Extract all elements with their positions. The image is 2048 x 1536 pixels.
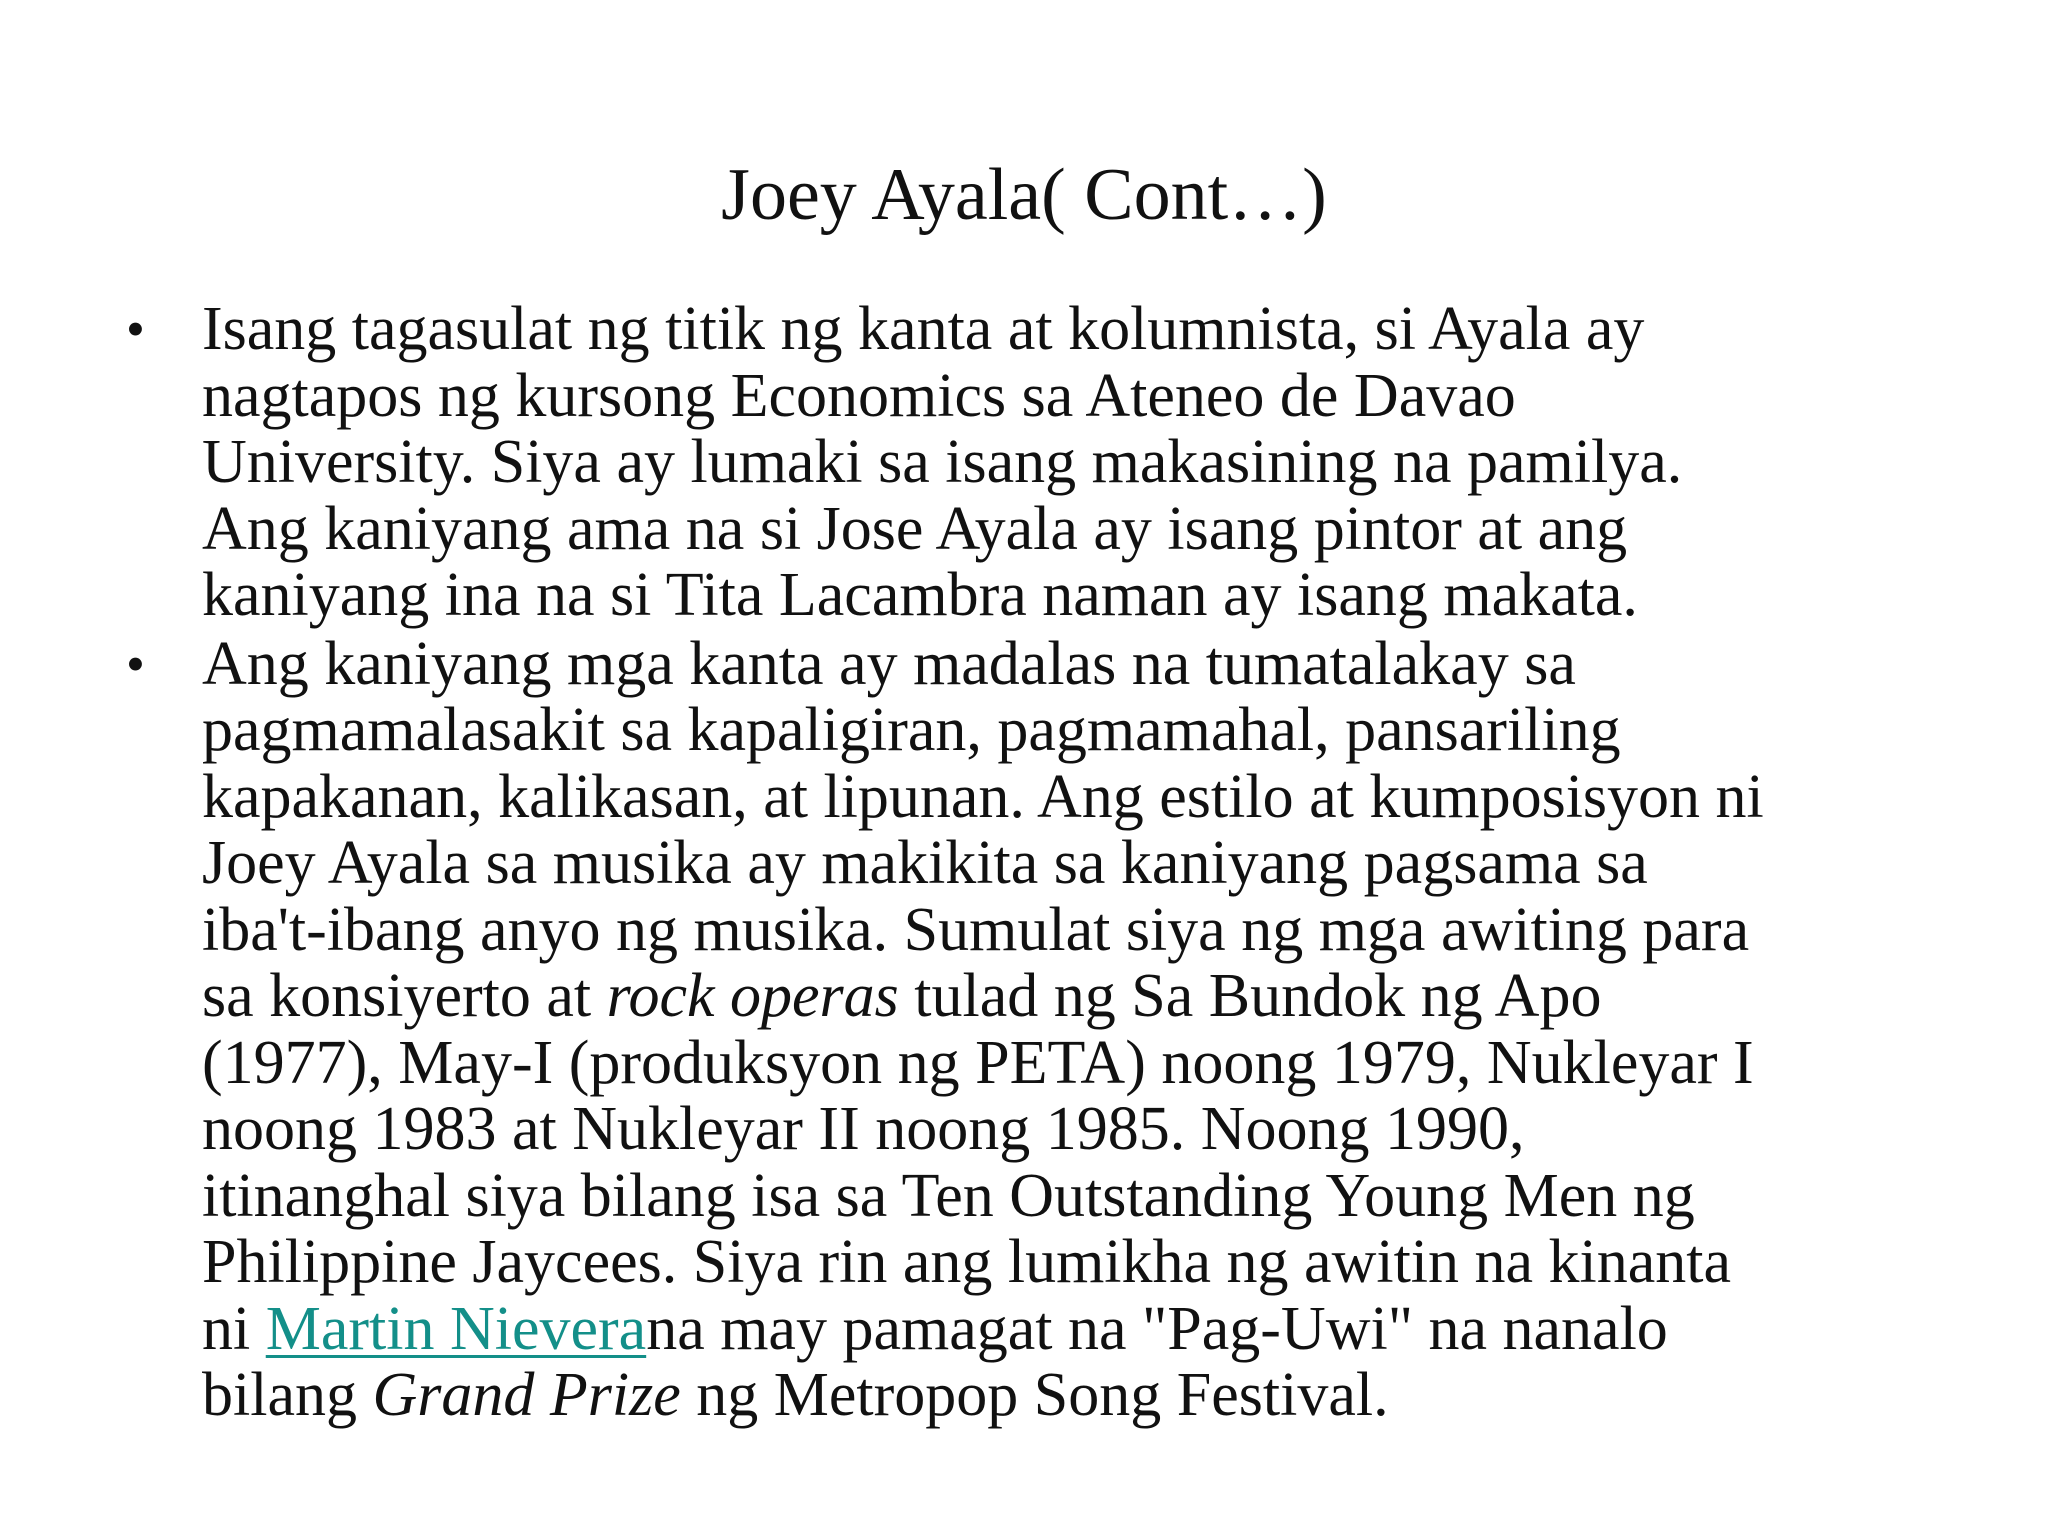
italic-rock-operas: rock operas [606, 962, 899, 1030]
bullet-marker: • [126, 299, 145, 359]
text-line: noong 1983 at Nukleyar II noong 1985. Noong 1990, [202, 1095, 1525, 1163]
text-line-with-link [202, 1296, 1950, 1363]
bullet-item-1 [120, 296, 1950, 629]
text-line: kapakanan, kalikasan, at lipunan. Ang estilo at kumposisyon ni [202, 762, 1764, 831]
bullet-list [120, 296, 1950, 1429]
text-line: nagtapos ng kursong Economics sa Ateneo de Davao [202, 361, 1516, 430]
text-line: pagmamalasakit sa kapaligiran, pagmamahal, pansariling [202, 696, 1621, 764]
text-line: Joey Ayala sa musika ay makikita sa kaniyang pagsama sa [202, 829, 1648, 897]
italic-grand-prize: Grand Prize [372, 1361, 681, 1429]
text-line: Isang tagasulat ng titik ng kanta at kolumnista, si Ayala ay [202, 295, 1645, 363]
text-line: kaniyang ina na si Tita Lacambra naman ay isang makata. [202, 561, 1638, 629]
text-line-rock-operas [202, 963, 1950, 1030]
text-segment: tulad ng Sa Bundok ng Apo [898, 962, 1602, 1030]
text-segment: ng Metropop Song Festival. [680, 1361, 1389, 1429]
slide-title: Joey Ayala( Cont…) [721, 154, 1327, 236]
text-line: iba't-ibang anyo ng musika. Sumulat siya ng mga awiting para [202, 895, 1750, 964]
text-line: University. Siya ay lumaki sa isang makasining na pamilya. [202, 428, 1683, 496]
text-segment: bilang [202, 1361, 373, 1429]
bullet-marker: • [126, 633, 145, 694]
martin-nievera-link[interactable]: Martin Nievera [265, 1294, 647, 1363]
text-line-grand-prize [202, 1362, 1950, 1429]
text-segment: ni [202, 1294, 266, 1363]
bullet-item-2 [120, 631, 1950, 1429]
text-line: Ang kaniyang mga kanta ay madalas na tumatalakay sa [202, 629, 1576, 698]
text-segment: na may pamagat na "Pag-Uwi" na nanalo [646, 1294, 1668, 1363]
text-line: itinanghal siya bilang isa sa Ten Outstanding Young Men ng [202, 1161, 1695, 1230]
text-segment: sa konsiyerto at [202, 962, 607, 1030]
text-line: Ang kaniyang ama na si Jose Ayala ay isang pintor at ang [202, 494, 1628, 563]
text-line: (1977), May-I (produksyon ng PETA) noong 1979, Nukleyar I [202, 1028, 1754, 1097]
text-line: Philippine Jaycees. Siya rin ang lumikha ng awitin na kinanta [202, 1228, 1732, 1296]
